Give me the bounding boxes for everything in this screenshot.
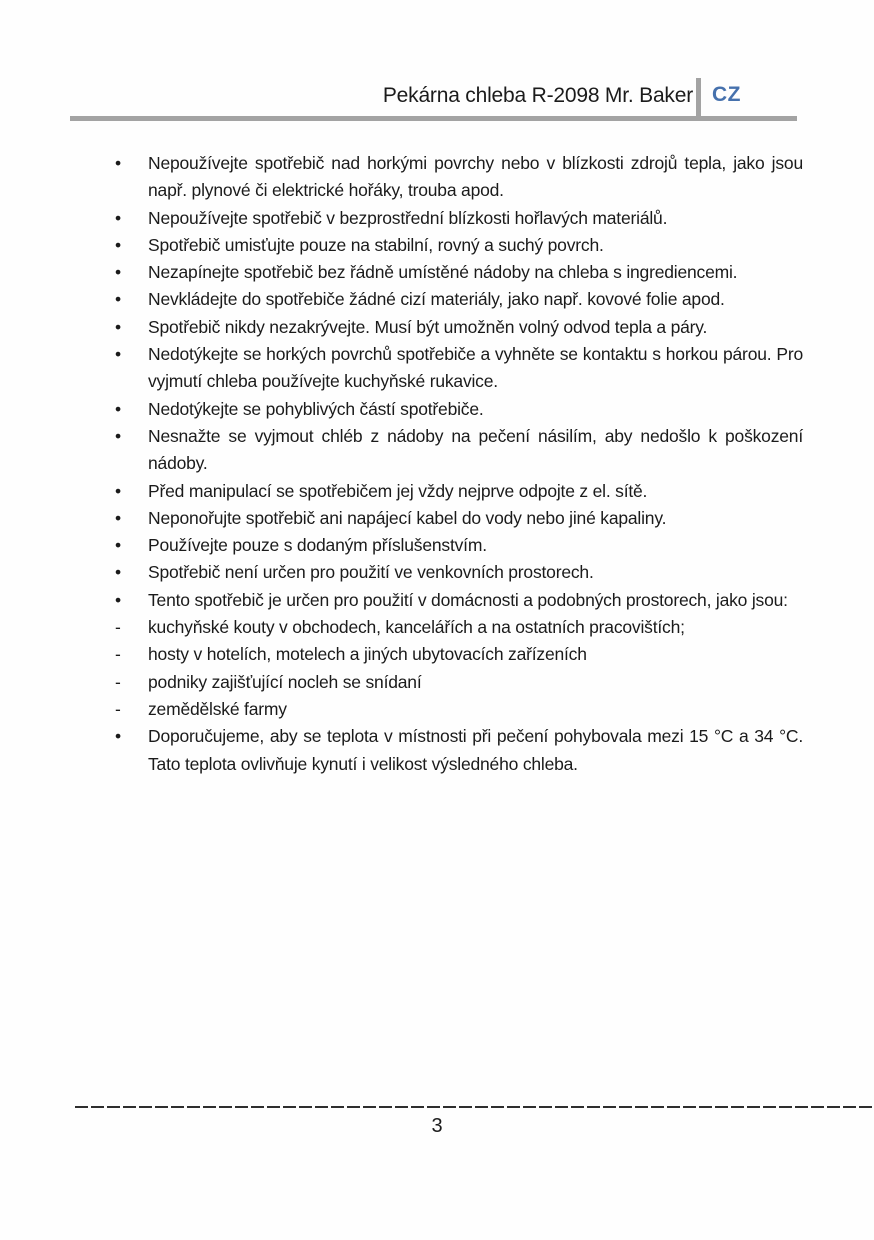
list-item	[112, 723, 803, 778]
bullet-marker: •	[115, 507, 121, 528]
list-item	[112, 150, 803, 205]
list-item	[112, 341, 803, 396]
bullet-marker: •	[115, 535, 121, 556]
bullet-marker: •	[115, 398, 121, 419]
list-item	[112, 478, 803, 505]
bullet-marker: •	[115, 344, 121, 365]
bullet-marker: •	[115, 153, 121, 173]
list-item	[112, 505, 803, 532]
list-item	[112, 232, 803, 259]
bullet-marker: •	[115, 726, 121, 747]
list-item-text: Nepoužívejte spotřebič v bezprostřední blízkosti hořlavých materiálů.	[148, 207, 668, 228]
list-item	[112, 314, 803, 341]
footer-dashed-line	[75, 1106, 874, 1108]
bullet-marker: •	[115, 480, 121, 501]
list-item-text: zemědělské farmy	[148, 698, 287, 719]
page-title: Pekárna chleba R-2098 Mr. Baker	[382, 84, 693, 107]
list-item-text: Spotřebič není určen pro použití ve venkovních prostorech.	[148, 562, 594, 583]
dash-marker: -	[115, 698, 121, 719]
language-badge: CZ	[712, 83, 741, 106]
bullet-marker: •	[115, 316, 121, 337]
list-item-text: Nedotýkejte se horkých povrchů spotřebiče a vyhněte se kontaktu s horkou párou. Pro vyjmutí chleba používejte kuchyňské rukavice.	[148, 344, 803, 392]
list-item-text: Doporučujeme, aby se teplota v místnosti při pečení pohybovala mezi 15 °C a 34 °C. Tato teplota ovlivňuje kynutí i velikost výsledného chleba.	[148, 726, 803, 774]
bullet-marker: •	[115, 262, 121, 283]
list-item	[112, 423, 803, 478]
bullet-marker: •	[115, 425, 121, 446]
bullet-marker: •	[115, 207, 121, 228]
list-item	[112, 696, 803, 723]
list-item-text: hosty v hotelích, motelech a jiných ubytovacích zařízeních	[148, 644, 587, 665]
list-item-text: Nezapínejte spotřebič bez řádně umístěné nádoby na chleba s ingrediencemi.	[148, 262, 738, 283]
dash-marker: -	[115, 644, 121, 665]
header-divider	[696, 78, 701, 121]
bullet-marker: •	[115, 289, 121, 310]
list-item	[112, 286, 803, 313]
list-item	[112, 205, 803, 232]
dash-marker: -	[115, 617, 121, 638]
list-item-text: Nepoužívejte spotřebič nad horkými povrchy nebo v blízkosti zdrojů tepla, jako jsou např. plynové či elektrické hořáky, trouba apod.	[148, 153, 803, 201]
list-item-text: podniky zajišťující nocleh se snídaní	[148, 671, 422, 692]
list-item	[112, 396, 803, 423]
header-rule	[70, 116, 797, 121]
list-item	[112, 669, 803, 696]
list-item-text: Nevkládejte do spotřebiče žádné cizí materiály, jako např. kovové folie apod.	[148, 289, 725, 310]
bullet-marker: •	[115, 562, 121, 583]
list-item-text: Spotřebič umisťujte pouze na stabilní, rovný a suchý povrch.	[148, 234, 604, 255]
list-item	[112, 559, 803, 586]
bullet-marker: •	[115, 234, 121, 255]
list-item-text: Nedotýkejte se pohyblivých částí spotřebiče.	[148, 398, 484, 419]
dash-marker: -	[115, 671, 121, 692]
list-item	[112, 614, 803, 641]
list-item	[112, 641, 803, 668]
list-item-text: Používejte pouze s dodaným příslušenstvím.	[148, 535, 487, 556]
list-item	[112, 259, 803, 286]
page-number: 3	[431, 1115, 443, 1137]
list-item-text: Neponořujte spotřebič ani napájecí kabel do vody nebo jiné kapaliny.	[148, 507, 667, 528]
safety-list	[112, 150, 803, 778]
list-item-text: Spotřebič nikdy nezakrývejte. Musí být umožněn volný odvod tepla a páry.	[148, 316, 708, 337]
bullet-marker: •	[115, 589, 121, 610]
list-item	[112, 587, 803, 614]
list-item-text: Tento spotřebič je určen pro použití v domácnosti a podobných prostorech, jako jsou:	[148, 589, 788, 610]
list-item-text: Nesnažte se vyjmout chléb z nádoby na pečení násilím, aby nedošlo k poškození nádoby.	[148, 425, 803, 474]
list-item-text: kuchyňské kouty v obchodech, kancelářích a na ostatních pracovištích;	[148, 617, 685, 638]
list-item-text: Před manipulací se spotřebičem jej vždy nejprve odpojte z el. sítě.	[148, 480, 648, 501]
list-item	[112, 532, 803, 559]
